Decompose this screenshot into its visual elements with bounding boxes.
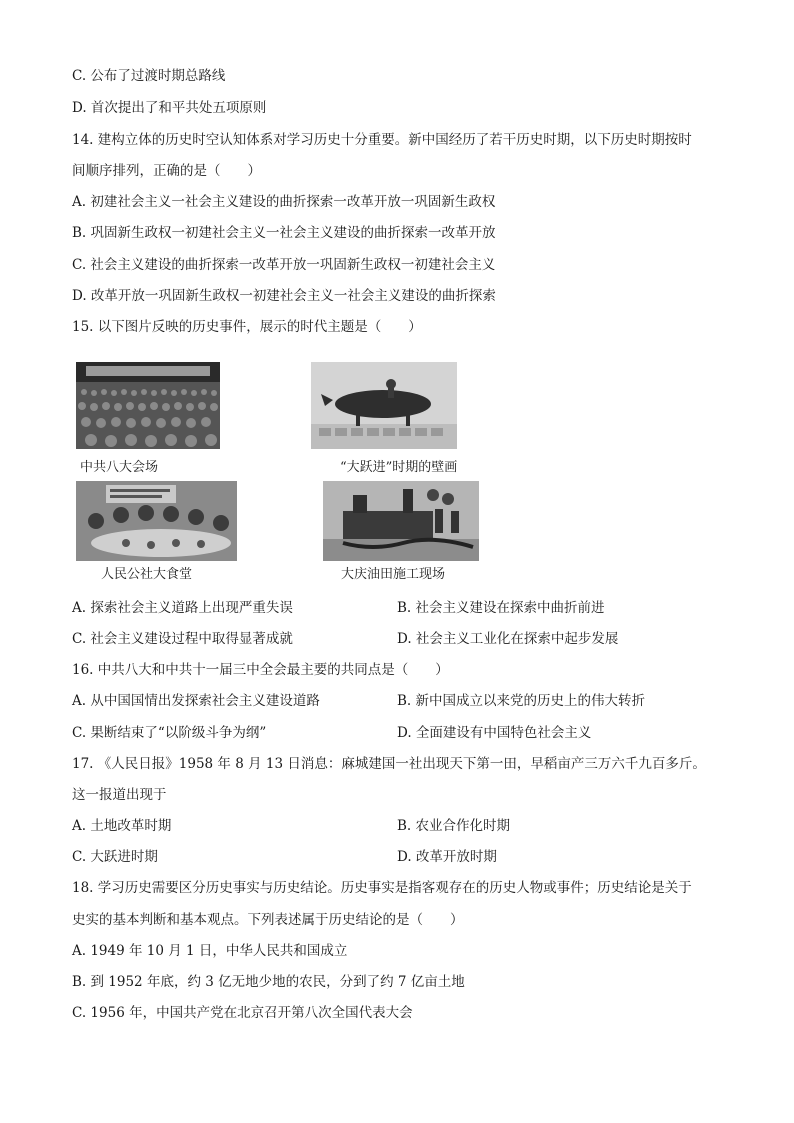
q14-option-b: B. 巩固新生政权一初建社会主义一社会主义建设的曲折探索一改革开放	[72, 225, 496, 241]
q15-stem: 15. 以下图片反映的历史事件，展示的时代主题是（ ）	[72, 319, 422, 335]
q14-stem-line2: 间顺序排列，正确的是（ ）	[72, 163, 261, 179]
q13-option-d: D. 首次提出了和平共处五项原则	[72, 100, 267, 116]
q17-option-c: C. 大跃进时期	[72, 849, 158, 865]
q17-option-a: A. 土地改革时期	[72, 818, 172, 834]
q18-option-a: A. 1949 年 10 月 1 日，中华人民共和国成立	[72, 943, 348, 959]
q18-option-c: C. 1956 年，中国共产党在北京召开第八次全国代表大会	[72, 1005, 413, 1021]
photo-daqing-oilfield	[323, 481, 479, 561]
q15-option-d: D. 社会主义工业化在探索中起步发展	[397, 631, 619, 647]
q15-option-a: A. 探索社会主义道路上出现严重失误	[72, 600, 293, 616]
q16-option-d: D. 全面建设有中国特色社会主义	[397, 725, 592, 741]
q14-option-c: C. 社会主义建设的曲折探索一改革开放一巩固新生政权一初建社会主义	[72, 257, 496, 273]
q14-stem-line1: 14. 建构立体的历史时空认知体系对学习历史十分重要。新中国经历了若干历史时期，以下历史时期按时	[72, 132, 692, 148]
q16-option-c: C. 果断结束了“以阶级斗争为纲”	[72, 725, 267, 741]
q18-stem-line1: 18. 学习历史需要区分历史事实与历史结论。历史事实是指客观存在的历史人物或事件；历史结论是关于	[72, 880, 692, 896]
q17-stem-line1: 17. 《人民日报》1958 年 8 月 13 日消息：麻城建国一社出现天下第一田，早稻亩产三万六千九百多斤。	[72, 756, 706, 772]
q14-option-a: A. 初建社会主义一社会主义建设的曲折探索一改革开放一巩固新生政权	[72, 194, 496, 210]
q17-option-b: B. 农业合作化时期	[397, 818, 511, 834]
q17-option-d: D. 改革开放时期	[397, 849, 497, 865]
q15-option-c: C. 社会主义建设过程中取得显著成就	[72, 631, 293, 647]
photo-daqing-oilfield-caption: 大庆油田施工现场	[341, 567, 446, 582]
photo-commune-canteen	[76, 481, 237, 561]
q16-option-b: B. 新中国成立以来党的历史上的伟大转折	[397, 693, 646, 709]
q18-option-b: B. 到 1952 年底，约 3 亿无地少地的农民，分到了约 7 亿亩土地	[72, 974, 465, 990]
photo-cpc-8th-congress	[76, 362, 220, 449]
photo-great-leap-mural	[311, 362, 457, 449]
q15-option-b: B. 社会主义建设在探索中曲折前进	[397, 600, 605, 616]
photo-commune-canteen-caption: 人民公社大食堂	[101, 567, 193, 582]
q16-stem: 16. 中共八大和中共十一届三中全会最主要的共同点是（ ）	[72, 662, 449, 678]
q16-option-a: A. 从中国国情出发探索社会主义建设道路	[72, 693, 320, 709]
photo-cpc-8th-congress-caption: 中共八大会场	[80, 460, 159, 475]
q14-option-d: D. 改革开放一巩固新生政权一初建社会主义一社会主义建设的曲折探索	[72, 288, 496, 304]
q18-stem-line2: 史实的基本判断和基本观点。下列表述属于历史结论的是（ ）	[72, 912, 464, 928]
photo-great-leap-mural-caption: “大跃进”时期的壁画	[340, 460, 458, 475]
q17-stem-line2: 这一报道出现于	[72, 787, 167, 803]
q13-option-c: C. 公布了过渡时期总路线	[72, 68, 226, 84]
